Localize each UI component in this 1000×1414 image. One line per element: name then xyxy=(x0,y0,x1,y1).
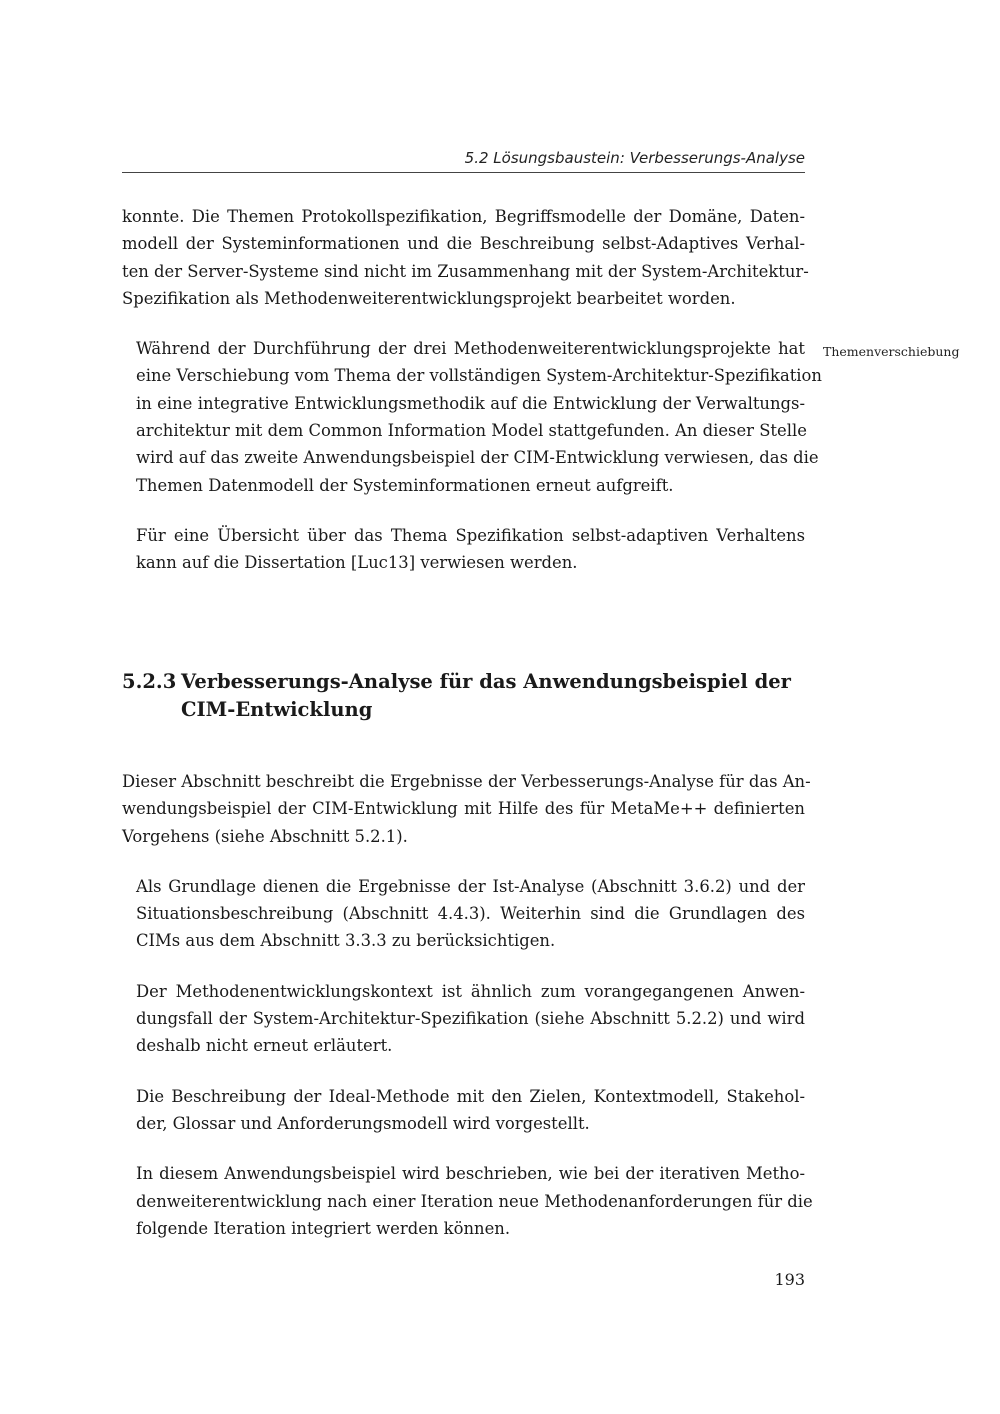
paragraph xyxy=(122,522,805,577)
text-line: konnte. Die Themen Protokollspezifikation, Begriffsmodelle der Domäne, Daten- xyxy=(122,207,805,226)
section-number: 5.2.3 xyxy=(122,670,177,693)
text-line: Themen Datenmodell der Systeminformationen erneut aufgreift. xyxy=(136,475,674,495)
paragraph xyxy=(122,1083,805,1138)
text-line: architektur mit dem Common Information Model stattgefunden. An dieser Stelle xyxy=(136,421,807,441)
text-line: Als Grundlage dienen die Ergebnisse der Ist-Analyse (Abschnitt 3.6.2) und der xyxy=(136,876,805,896)
text-line: dungsfall der System-Architektur-Spezifikation (siehe Abschnitt 5.2.2) und wird xyxy=(136,1009,805,1029)
page-number: 193 xyxy=(774,1270,805,1289)
text-line: CIMs aus dem Abschnitt 3.3.3 zu berücksichtigen. xyxy=(136,931,556,951)
text-line: Situationsbeschreibung (Abschnitt 4.4.3). Weiterhin sind die Grundlagen des xyxy=(136,904,805,924)
section-title-line-1: Verbesserungs-Analyse für das Anwendungsbeispiel der xyxy=(181,670,791,693)
body-text-bottom xyxy=(122,768,813,1265)
paragraph xyxy=(122,203,809,312)
text-line: deshalb nicht erneut erläutert. xyxy=(136,1036,393,1056)
text-line: eine Verschiebung vom Thema der vollständigen System-Architektur-Spezifikation xyxy=(136,366,822,386)
text-line: denweiterentwicklung nach einer Iteration neue Methodenanforderungen für die xyxy=(136,1191,813,1211)
text-line: folgende Iteration integriert werden können. xyxy=(136,1218,511,1238)
text-line: kann auf die Dissertation [Luc13] verwiesen werden. xyxy=(136,553,578,573)
text-line: Vorgehens (siehe Abschnitt 5.2.1). xyxy=(122,826,408,846)
text-line: der, Glossar und Anforderungsmodell wird vorgestellt. xyxy=(136,1113,590,1133)
text-line: Die Beschreibung der Ideal-Methode mit den Zielen, Kontextmodell, Stakehol- xyxy=(136,1086,805,1106)
text-line: In diesem Anwendungsbeispiel wird beschrieben, wie bei der iterativen Metho- xyxy=(136,1164,805,1184)
margin-note: Themenverschiebung xyxy=(823,344,960,359)
paragraph xyxy=(122,873,805,955)
section-heading xyxy=(122,668,805,724)
text-line: wird auf das zweite Anwendungsbeispiel der CIM-Entwicklung verwiesen, das die xyxy=(136,448,819,468)
text-line: Spezifikation als Methodenweiterentwicklungsprojekt bearbeitet worden. xyxy=(122,288,736,308)
text-line: Während der Durchführung der drei Methodenweiterentwicklungsprojekte hat xyxy=(136,339,805,359)
paragraph xyxy=(122,768,811,850)
text-line: wendungsbeispiel der CIM-Entwicklung mit Hilfe des für MetaMe++ definierten xyxy=(122,799,805,819)
paragraph xyxy=(122,335,822,499)
text-line: in eine integrative Entwicklungsmethodik auf die Entwicklung der Verwaltungs- xyxy=(136,393,805,413)
text-line: Dieser Abschnitt beschreibt die Ergebnisse der Verbesserungs-Analyse für das An- xyxy=(122,772,811,791)
section-title-line-2: CIM-Entwicklung xyxy=(181,698,373,721)
paragraph xyxy=(122,978,805,1060)
text-line: ten der Server-Systeme sind nicht im Zusammenhang mit der System-Architektur- xyxy=(122,261,809,281)
text-line: Der Methodenentwicklungskontext ist ähnlich zum vorangegangenen Anwen- xyxy=(136,981,805,1001)
text-line: modell der Systeminformationen und die Beschreibung selbst-Adaptives Verhal- xyxy=(122,234,805,254)
paragraph xyxy=(122,1160,813,1242)
running-head: 5.2 Lösungsbaustein: Verbesserungs-Analyse xyxy=(122,148,805,173)
body-text-top xyxy=(122,203,822,600)
text-line: Für eine Übersicht über das Thema Spezifikation selbst-adaptiven Verhaltens xyxy=(136,525,805,545)
